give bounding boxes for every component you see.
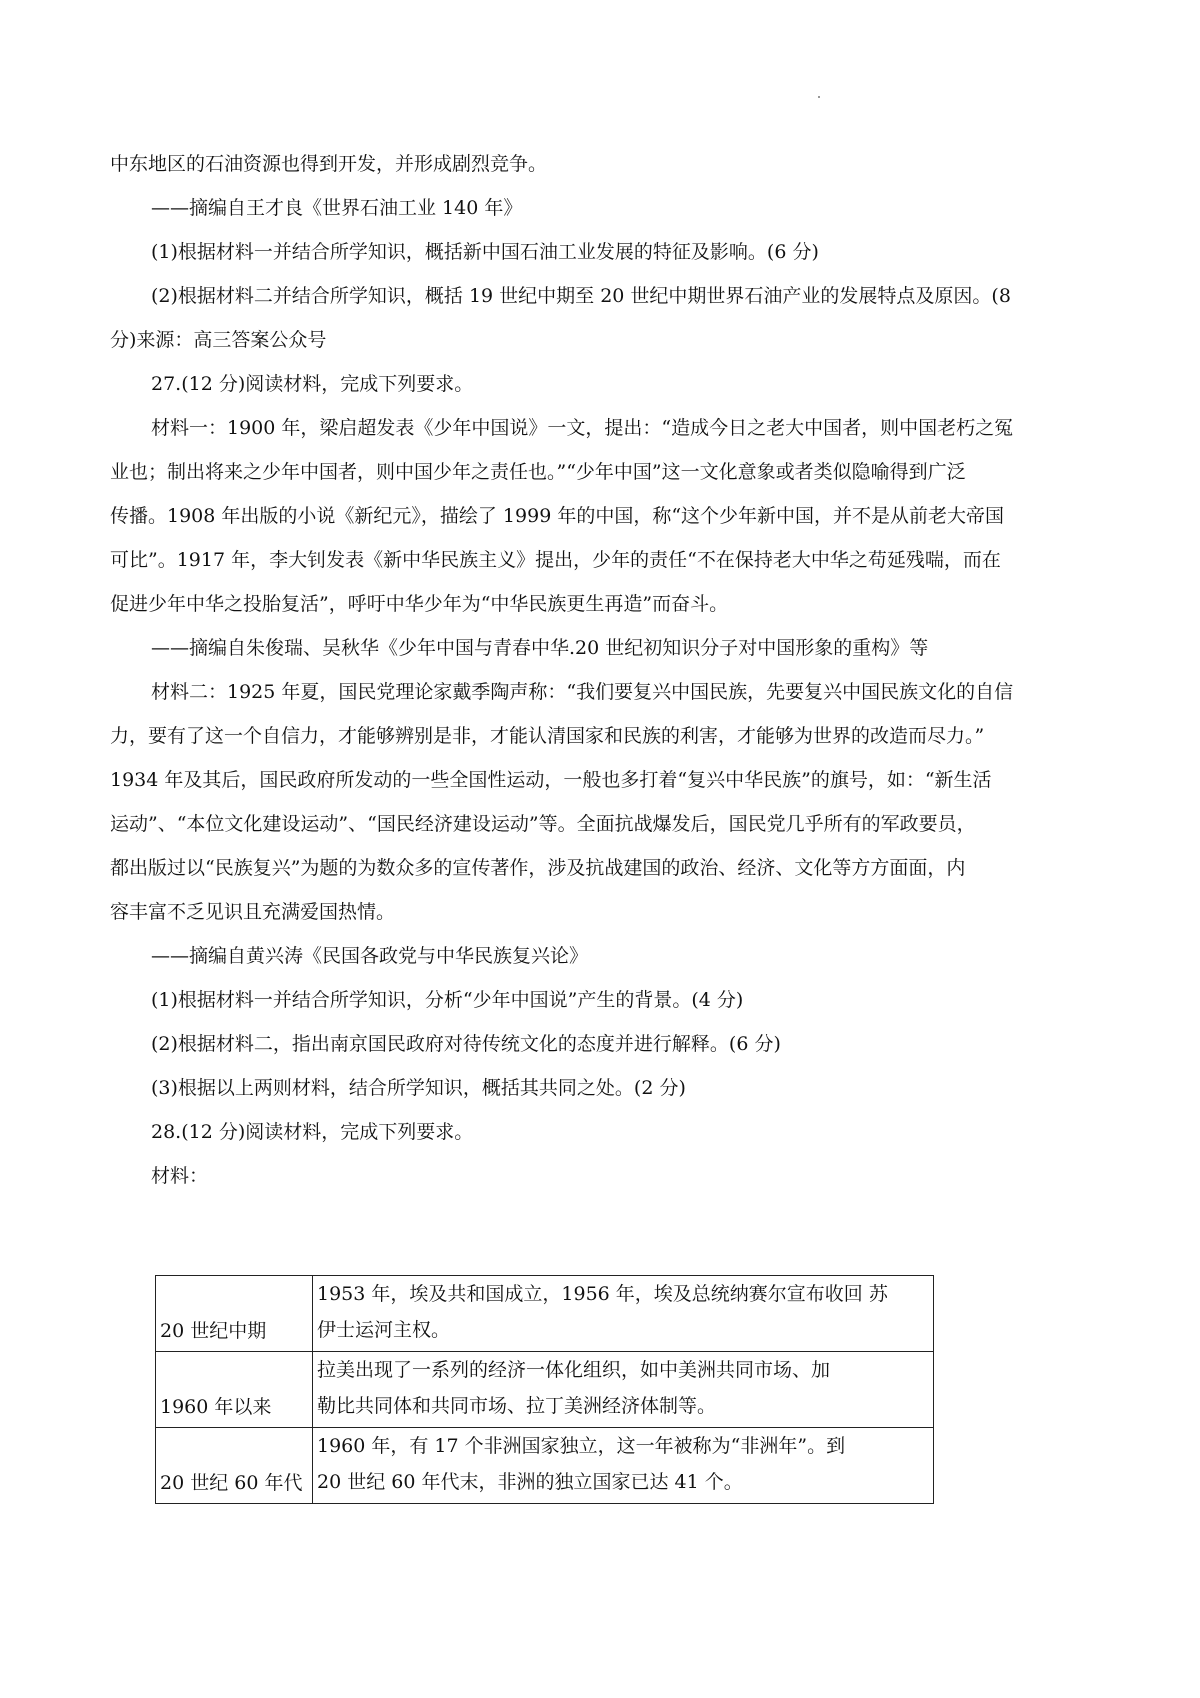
event-line: 1960 年，有 17 个非洲国家独立，这一年被称为“非洲年”。到 bbox=[317, 1435, 846, 1457]
table-cell-event bbox=[313, 1276, 934, 1352]
question-heading: 27.(12 分)阅读材料，完成下列要求。 bbox=[151, 373, 474, 395]
source-citation: ——摘编自黄兴涛《民国各政党与中华民族复兴论》 bbox=[151, 945, 589, 967]
material-text: 力，要有了这一个自信力，才能够辨别是非，才能认清国家和民族的利害，才能够为世界的改造而尽力。” bbox=[110, 725, 985, 747]
text-line: 中东地区的石油资源也得到开发，并形成剧烈竞争。 bbox=[110, 153, 548, 175]
material-text: 业也；制出将来之少年中国者，则中国少年之责任也。”“少年中国”这一文化意象或者类似隐喻得到广泛 bbox=[110, 461, 966, 483]
scan-dot bbox=[818, 96, 820, 98]
question-item: (1)根据材料一并结合所学知识，分析“少年中国说”产生的背景。(4 分) bbox=[151, 989, 744, 1011]
table-cell-event bbox=[313, 1428, 934, 1504]
question-item: (3)根据以上两则材料，结合所学知识，概括其共同之处。(2 分) bbox=[151, 1077, 686, 1099]
event-line: 20 世纪 60 年代末，非洲的独立国家已达 41 个。 bbox=[317, 1471, 743, 1493]
material-text: 都出版过以“民族复兴”为题的为数众多的宣传著作，涉及抗战建国的政治、经济、文化等方方面面，内 bbox=[110, 857, 966, 879]
material-text: 促进少年中华之投胎复活”，呼吁中华少年为“中华民族更生再造”而奋斗。 bbox=[110, 593, 729, 615]
table-cell-period: 20 世纪中期 bbox=[156, 1276, 313, 1352]
table-cell-period: 1960 年以来 bbox=[156, 1352, 313, 1428]
question-item-continued: 分)来源：高三答案公众号 bbox=[110, 329, 327, 351]
material-text: 运动”、“本位文化建设运动”、“国民经济建设运动”等。全面抗战爆发后，国民党几乎所有的军政要员， bbox=[110, 813, 976, 835]
material-label: 材料： bbox=[151, 1165, 209, 1187]
table-cell-period: 20 世纪 60 年代 bbox=[156, 1428, 313, 1504]
source-citation: ——摘编自朱俊瑞、吴秋华《少年中国与青春中华.20 世纪初知识分子对中国形象的重构》等 bbox=[151, 637, 929, 659]
event-line: 勒比共同体和共同市场、拉丁美洲经济体制等。 bbox=[317, 1395, 717, 1417]
question-heading: 28.(12 分)阅读材料，完成下列要求。 bbox=[151, 1121, 474, 1143]
material-text: 材料二：1925 年夏，国民党理论家戴季陶声称：“我们要复兴中国民族，先要复兴中国民族文化的自信 bbox=[151, 681, 1014, 703]
event-line: 拉美出现了一系列的经济一体化组织，如中美洲共同市场、加 bbox=[317, 1359, 831, 1381]
question-item: (2)根据材料二，指出南京国民政府对待传统文化的态度并进行解释。(6 分) bbox=[151, 1033, 781, 1055]
event-line: 1953 年，埃及共和国成立，1956 年，埃及总统纳赛尔宣布收回 苏 bbox=[317, 1283, 888, 1305]
question-item: (1)根据材料一并结合所学知识，概括新中国石油工业发展的特征及影响。(6 分) bbox=[151, 241, 819, 263]
table-row bbox=[156, 1428, 934, 1504]
table-row bbox=[156, 1276, 934, 1352]
source-citation: ——摘编自王才良《世界石油工业 140 年》 bbox=[151, 197, 523, 219]
table-cell-event bbox=[313, 1352, 934, 1428]
material-text: 容丰富不乏见识且充满爱国热情。 bbox=[110, 901, 396, 923]
event-line: 伊士运河主权。 bbox=[317, 1319, 451, 1341]
material-text: 材料一：1900 年，梁启超发表《少年中国说》一文，提出：“造成今日之老大中国者，则中国老朽之冤 bbox=[151, 417, 1014, 439]
question-item: (2)根据材料二并结合所学知识，概括 19 世纪中期至 20 世纪中期世界石油产业的发展特点及原因。(8 bbox=[151, 285, 1011, 307]
material-text: 传播。1908 年出版的小说《新纪元》，描绘了 1999 年的中国，称“这个少年新中国，并不是从前老大帝国 bbox=[110, 505, 1005, 527]
table-row bbox=[156, 1352, 934, 1428]
material-text: 1934 年及其后，国民政府所发动的一些全国性运动，一般也多打着“复兴中华民族”的旗号，如：“新生活 bbox=[110, 769, 992, 791]
material-table bbox=[155, 1275, 934, 1504]
document-body bbox=[110, 142, 1095, 1198]
material-text: 可比”。1917 年，李大钊发表《新中华民族主义》提出，少年的责任“不在保持老大中华之苟延残喘，而在 bbox=[110, 549, 1001, 571]
